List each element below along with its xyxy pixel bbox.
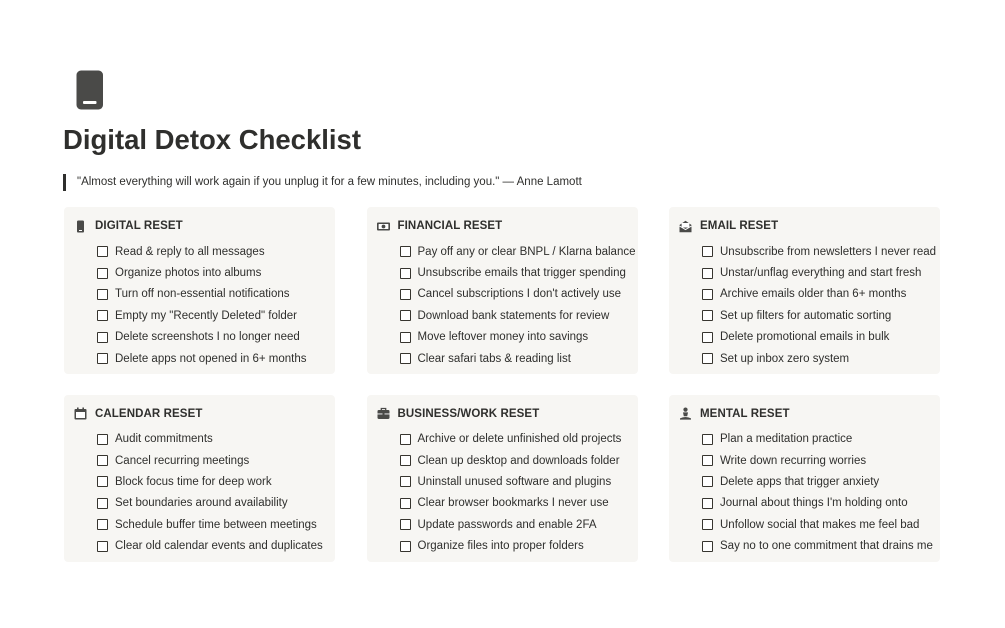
checklist-item-label: Archive or delete unfinished old projects <box>417 433 622 446</box>
checklist-item[interactable] <box>702 535 933 556</box>
checklist-item[interactable] <box>97 262 307 283</box>
checklist-item[interactable] <box>97 535 323 556</box>
checkbox[interactable] <box>702 268 713 279</box>
checkbox[interactable] <box>97 289 108 300</box>
section-card-financial-reset <box>367 207 638 374</box>
checklist-item-label: Download bank statements for review <box>417 309 610 322</box>
checklist-item[interactable] <box>97 305 307 326</box>
checklist-item-label: Organize files into proper folders <box>417 540 584 553</box>
checklist-item-label: Update passwords and enable 2FA <box>417 518 597 531</box>
checkbox[interactable] <box>400 332 411 343</box>
section-card-mental-reset <box>669 395 940 562</box>
mobile-phone-icon <box>76 70 104 110</box>
checklist <box>702 241 936 369</box>
checklist-grid <box>64 207 940 562</box>
section-header <box>377 218 503 234</box>
checkbox[interactable] <box>702 289 713 300</box>
checklist-item-label: Clear old calendar events and duplicates <box>115 540 323 553</box>
checklist-item[interactable] <box>97 450 323 471</box>
checkbox[interactable] <box>702 498 713 509</box>
checkbox[interactable] <box>97 268 108 279</box>
checklist <box>702 429 933 557</box>
checkbox[interactable] <box>400 455 411 466</box>
checklist-item[interactable] <box>702 305 936 326</box>
checkbox[interactable] <box>702 476 713 487</box>
checkbox[interactable] <box>97 519 108 530</box>
checklist-item-label: Plan a meditation practice <box>720 433 853 446</box>
checklist-item-label: Unsubscribe from newsletters I never read <box>720 245 937 258</box>
checklist-item[interactable] <box>702 514 933 535</box>
envelope-icon <box>679 220 692 233</box>
checklist-item[interactable] <box>702 327 936 348</box>
checklist-item[interactable] <box>97 327 307 348</box>
checkbox[interactable] <box>400 353 411 364</box>
checklist-item[interactable] <box>702 241 936 262</box>
checklist-item[interactable] <box>97 348 307 369</box>
checkbox[interactable] <box>97 541 108 552</box>
section-card-email-reset <box>669 207 940 374</box>
checklist-item[interactable] <box>400 262 636 283</box>
checklist-item-label: Empty my "Recently Deleted" folder <box>115 309 298 322</box>
checklist-item[interactable] <box>400 429 622 450</box>
checkbox[interactable] <box>97 353 108 364</box>
section-card-calendar-reset <box>64 395 335 562</box>
checkbox[interactable] <box>97 310 108 321</box>
checklist-item-label: Delete apps not opened in 6+ months <box>115 352 307 365</box>
section-title: EMAIL RESET <box>700 220 779 232</box>
checklist-item-label: Set up filters for automatic sorting <box>720 309 892 322</box>
section-title: MENTAL RESET <box>700 407 790 420</box>
checklist-item-label: Journal about things I'm holding onto <box>720 497 908 510</box>
checkbox[interactable] <box>97 455 108 466</box>
checklist-item-label: Delete promotional emails in bulk <box>720 331 890 344</box>
checklist-item-label: Audit commitments <box>115 433 213 446</box>
section-title: FINANCIAL RESET <box>397 220 503 232</box>
checklist-item-label: Block focus time for deep work <box>115 475 272 488</box>
checklist-item-label: Read & reply to all messages <box>115 245 265 258</box>
checklist-item[interactable] <box>97 241 307 262</box>
briefcase-icon <box>377 407 390 420</box>
checklist-item-label: Schedule buffer time between meetings <box>115 518 317 531</box>
checklist-item-label: Unstar/unflag everything and start fresh <box>720 267 922 280</box>
checklist-item[interactable] <box>400 241 636 262</box>
checkbox[interactable] <box>702 434 713 445</box>
checkbox[interactable] <box>400 476 411 487</box>
checkbox[interactable] <box>400 310 411 321</box>
checkbox[interactable] <box>400 246 411 257</box>
section-card-business-work-reset <box>367 395 638 562</box>
banknote-icon <box>377 220 390 233</box>
checklist-item-label: Turn off non-essential notifications <box>115 288 290 301</box>
section-header <box>679 406 790 422</box>
checklist-item[interactable] <box>702 471 933 492</box>
checklist-item[interactable] <box>97 284 307 305</box>
checkbox[interactable] <box>702 455 713 466</box>
checkbox[interactable] <box>702 353 713 364</box>
checklist-item-label: Write down recurring worries <box>720 454 867 467</box>
page-title: Digital Detox Checklist <box>63 124 361 155</box>
checklist-item[interactable] <box>400 348 636 369</box>
checklist-item[interactable] <box>400 514 622 535</box>
checklist-item[interactable] <box>97 493 323 514</box>
checklist-item-label: Set up inbox zero system <box>720 352 850 365</box>
section-title: CALENDAR RESET <box>95 407 203 420</box>
checkbox[interactable] <box>702 541 713 552</box>
checklist-item-label: Say no to one commitment that drains me <box>720 540 933 553</box>
section-title: BUSINESS/WORK RESET <box>397 407 540 420</box>
quote-block: "Almost everything will work again if you unplug it for a few minutes, including you." — Anne Lamott <box>63 174 582 191</box>
checkbox[interactable] <box>400 268 411 279</box>
checklist <box>97 241 307 369</box>
checklist <box>400 429 622 557</box>
calendar-icon <box>74 407 87 420</box>
checkbox[interactable] <box>702 332 713 343</box>
section-header <box>74 218 183 234</box>
checklist-item[interactable] <box>702 493 933 514</box>
checklist-item-label: Archive emails older than 6+ months <box>720 288 907 301</box>
checklist-item-label: Clear browser bookmarks I never use <box>417 497 609 510</box>
checkbox[interactable] <box>702 519 713 530</box>
checklist-item[interactable] <box>400 535 622 556</box>
checkbox[interactable] <box>97 332 108 343</box>
checklist-item-label: Unsubscribe emails that trigger spending <box>417 267 626 280</box>
checklist-item[interactable] <box>702 450 933 471</box>
checklist-item-label: Organize photos into albums <box>115 267 262 280</box>
checklist-item[interactable] <box>400 305 636 326</box>
checklist-item-label: Delete screenshots I no longer need <box>115 331 300 344</box>
checklist-item-label: Pay off any or clear BNPL / Klarna balance <box>417 245 636 258</box>
checklist-item[interactable] <box>97 471 323 492</box>
checkbox[interactable] <box>97 476 108 487</box>
checklist-item[interactable] <box>702 348 936 369</box>
checklist-item[interactable] <box>400 493 622 514</box>
checklist-item-label: Cancel subscriptions I don't actively use <box>417 288 622 301</box>
checkbox[interactable] <box>400 498 411 509</box>
checklist-item[interactable] <box>400 327 636 348</box>
checkbox[interactable] <box>97 434 108 445</box>
checklist-item-label: Clean up desktop and downloads folder <box>417 454 620 467</box>
checkbox[interactable] <box>97 498 108 509</box>
checkbox[interactable] <box>702 310 713 321</box>
checklist-item-label: Set boundaries around availability <box>115 497 288 510</box>
checkbox[interactable] <box>702 246 713 257</box>
checklist-item-label: Uninstall unused software and plugins <box>417 475 612 488</box>
section-header <box>679 218 778 234</box>
section-card-digital-reset <box>64 207 335 374</box>
checklist-item-label: Unfollow social that makes me feel bad <box>720 518 920 531</box>
mobile-phone-icon <box>74 220 87 233</box>
checklist-item[interactable] <box>400 284 636 305</box>
checkbox[interactable] <box>400 289 411 300</box>
checklist <box>97 429 323 557</box>
checklist-item[interactable] <box>97 429 323 450</box>
section-header <box>74 406 202 422</box>
checklist-item[interactable] <box>97 514 323 535</box>
checklist-item[interactable] <box>702 262 936 283</box>
checklist <box>400 241 636 369</box>
checklist-item-label: Cancel recurring meetings <box>115 454 250 467</box>
checklist-item[interactable] <box>702 429 933 450</box>
checklist-item-label: Move leftover money into savings <box>417 331 589 344</box>
checkbox[interactable] <box>97 246 108 257</box>
section-title: DIGITAL RESET <box>95 220 183 232</box>
meditation-icon <box>679 407 692 420</box>
checklist-item[interactable] <box>400 450 622 471</box>
checklist-item[interactable] <box>702 284 936 305</box>
checkbox[interactable] <box>400 434 411 445</box>
checklist-item[interactable] <box>400 471 622 492</box>
checkbox[interactable] <box>400 519 411 530</box>
checkbox[interactable] <box>400 541 411 552</box>
section-header <box>377 406 540 422</box>
checklist-item-label: Delete apps that trigger anxiety <box>720 475 880 488</box>
checklist-item-label: Clear safari tabs & reading list <box>417 352 571 365</box>
